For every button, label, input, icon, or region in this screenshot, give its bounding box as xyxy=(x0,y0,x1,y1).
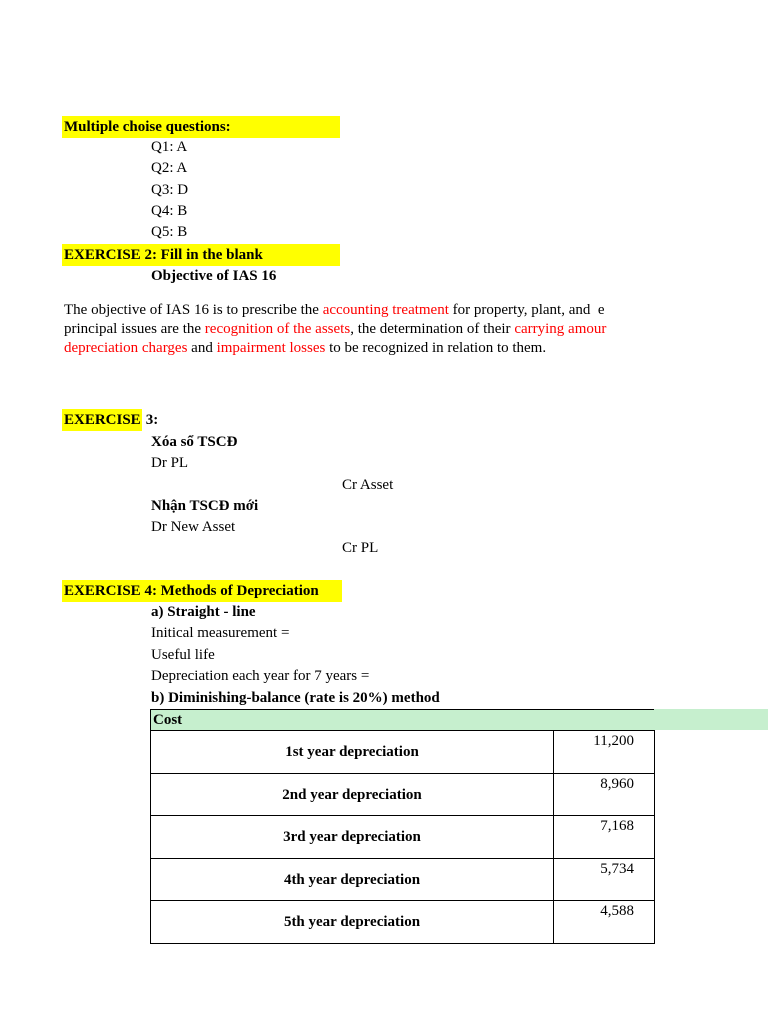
mcq-answer: Q5: B xyxy=(151,224,188,240)
paragraph-text: , the determination of their xyxy=(350,321,515,337)
row-value: 8,960 xyxy=(554,774,655,816)
row-value: 4,588 xyxy=(554,901,655,944)
mcq-answer: Q1: A xyxy=(151,139,188,155)
table-row xyxy=(151,816,655,859)
table-row xyxy=(151,774,655,816)
answer-text: recognition of the assets xyxy=(204,321,351,337)
new-asset-title: Nhận TSCĐ mới xyxy=(151,498,259,514)
answer-text: depreciation charges xyxy=(64,340,188,356)
row-label: 3rd year depreciation xyxy=(151,816,554,859)
derecognition-title: Xóa sổ TSCĐ xyxy=(151,434,238,450)
exercise2-subheading: Objective of IAS 16 xyxy=(151,268,277,284)
table-row xyxy=(151,901,655,944)
new-asset-debit: Dr New Asset xyxy=(151,519,236,535)
paragraph-text: The objective of IAS 16 is to prescribe the xyxy=(64,302,323,318)
cost-row-extension xyxy=(654,709,768,730)
mcq-answer: Q4: B xyxy=(151,203,188,219)
paragraph-text: to be recognized in relation to them. xyxy=(325,340,547,356)
derecognition-debit: Dr PL xyxy=(151,455,189,471)
paragraph-text: for property, plant, and e xyxy=(448,302,605,318)
cost-label: Cost xyxy=(153,712,183,728)
derecognition-credit: Cr Asset xyxy=(342,477,394,493)
exercise3-heading xyxy=(62,409,158,431)
diminishing-balance-title: b) Diminishing-balance (rate is 20%) method xyxy=(151,690,440,706)
answer-text: accounting treatment xyxy=(322,302,449,318)
paragraph-line xyxy=(64,300,654,320)
row-label: 4th year depreciation xyxy=(151,859,554,901)
straight-line-item: Useful life xyxy=(151,647,215,663)
exercise2-heading: EXERCISE 2: Fill in the blank xyxy=(62,244,340,266)
exercise3-heading-label: EXERCISE xyxy=(62,409,142,431)
straight-line-item: Initical measurement = xyxy=(151,625,290,641)
straight-line-title: a) Straight - line xyxy=(151,604,256,620)
cost-row xyxy=(150,709,654,731)
mcq-heading: Multiple choise questions: xyxy=(62,116,340,138)
paragraph-text: and xyxy=(187,340,217,356)
row-value: 5,734 xyxy=(554,859,655,901)
row-value: 11,200 xyxy=(554,731,655,774)
row-label: 1st year depreciation xyxy=(151,731,554,774)
row-value: 7,168 xyxy=(554,816,655,859)
table-row xyxy=(151,731,655,774)
answer-text: impairment losses xyxy=(216,340,326,356)
paragraph-text: principal issues are the xyxy=(64,321,205,337)
mcq-answer: Q3: D xyxy=(151,182,189,198)
paragraph-line xyxy=(64,319,654,339)
paragraph-line xyxy=(64,338,654,358)
row-label: 5th year depreciation xyxy=(151,901,554,944)
depreciation-table xyxy=(150,730,655,944)
exercise3-heading-number: 3: xyxy=(145,412,159,428)
mcq-answer: Q2: A xyxy=(151,160,188,176)
straight-line-item: Depreciation each year for 7 years = xyxy=(151,668,370,684)
table-row xyxy=(151,859,655,901)
row-label: 2nd year depreciation xyxy=(151,774,554,816)
exercise4-heading: EXERCISE 4: Methods of Depreciation xyxy=(62,580,342,602)
answer-text: carrying amour xyxy=(514,321,607,337)
new-asset-credit: Cr PL xyxy=(342,540,379,556)
